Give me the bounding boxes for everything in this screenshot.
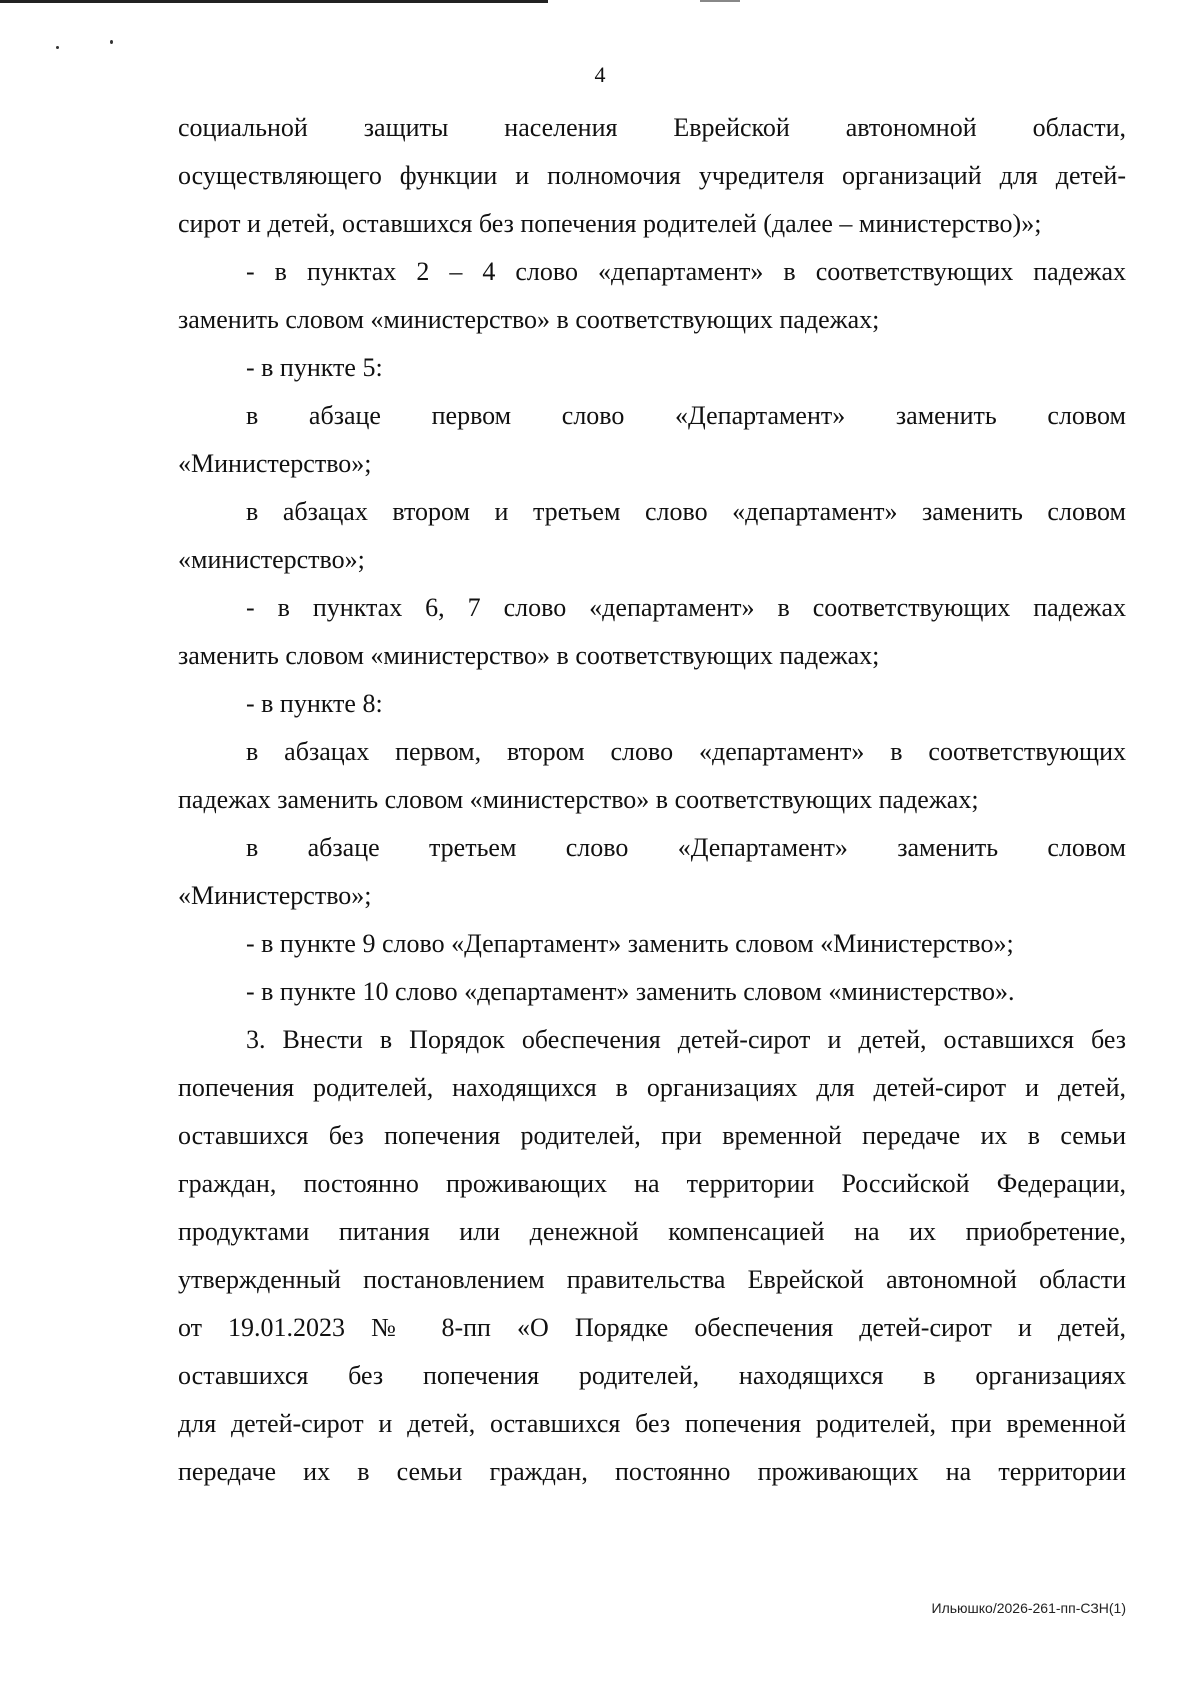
scan-edge-mark	[700, 0, 740, 2]
text-line: - в пункте 9 слово «Департамент» заменить словом «Министерство»;	[246, 929, 1014, 958]
text-line: «министерство»;	[178, 545, 365, 574]
scan-edge-top	[0, 0, 548, 3]
text-line: «Министерство»;	[178, 881, 372, 910]
text-line: - в пунктах 2 – 4 слово «департамент» в соответствующих падежах	[246, 257, 1126, 286]
scan-speck	[56, 46, 59, 49]
text-line: «Министерство»;	[178, 449, 372, 478]
document-body	[178, 104, 1126, 1496]
text-line: - в пунктах 6, 7 слово «департамент» в соответствующих падежах	[246, 593, 1126, 622]
text-line: - в пункте 10 слово «департамент» заменить словом «министерство».	[246, 977, 1015, 1006]
text-line: передаче их в семьи граждан, постоянно проживающих на территории	[178, 1457, 1126, 1486]
text-line: для детей-сирот и детей, оставшихся без попечения родителей, при временной	[178, 1409, 1126, 1438]
scan-speck	[110, 40, 113, 44]
text-line: в абзацах первом, втором слово «департамент» в соответствующих	[246, 737, 1126, 766]
text-line: социальной защиты населения Еврейской автономной области,	[178, 113, 1126, 142]
text-line: утвержденный постановлением правительства Еврейской автономной области	[178, 1265, 1126, 1294]
text-line: попечения родителей, находящихся в организациях для детей-сирот и детей,	[178, 1073, 1126, 1102]
text-line: в абзацах втором и третьем слово «департамент» заменить словом	[246, 497, 1126, 526]
text-line: продуктами питания или денежной компенсацией на их приобретение,	[178, 1217, 1126, 1246]
text-line: - в пункте 8:	[246, 689, 383, 718]
page-number: 4	[594, 62, 606, 87]
text-line: заменить словом «министерство» в соответствующих падежах;	[178, 305, 880, 334]
text-line: падежах заменить словом «министерство» в соответствующих падежах;	[178, 785, 979, 814]
text-line: от 19.01.2023 № 8-пп «О Порядке обеспечения детей-сирот и детей,	[178, 1313, 1126, 1342]
text-line: сирот и детей, оставшихся без попечения родителей (далее – министерство)»;	[178, 209, 1042, 238]
text-line: граждан, постоянно проживающих на территории Российской Федерации,	[178, 1169, 1126, 1198]
text-line: оставшихся без попечения родителей, при временной передаче их в семьи	[178, 1121, 1126, 1150]
text-line: 3. Внести в Порядок обеспечения детей-сирот и детей, оставшихся без	[246, 1025, 1126, 1054]
text-line: в абзаце третьем слово «Департамент» заменить словом	[246, 833, 1126, 862]
text-line: оставшихся без попечения родителей, находящихся в организациях	[178, 1361, 1126, 1390]
text-line: заменить словом «министерство» в соответствующих падежах;	[178, 641, 880, 670]
text-line: - в пункте 5:	[246, 353, 383, 382]
text-line: в абзаце первом слово «Департамент» заменить словом	[246, 401, 1126, 430]
footer-document-code: Ильюшко/2026-261-пп-СЗН(1)	[931, 1600, 1126, 1616]
text-line: осуществляющего функции и полномочия учредителя организаций для детей-	[178, 161, 1126, 190]
